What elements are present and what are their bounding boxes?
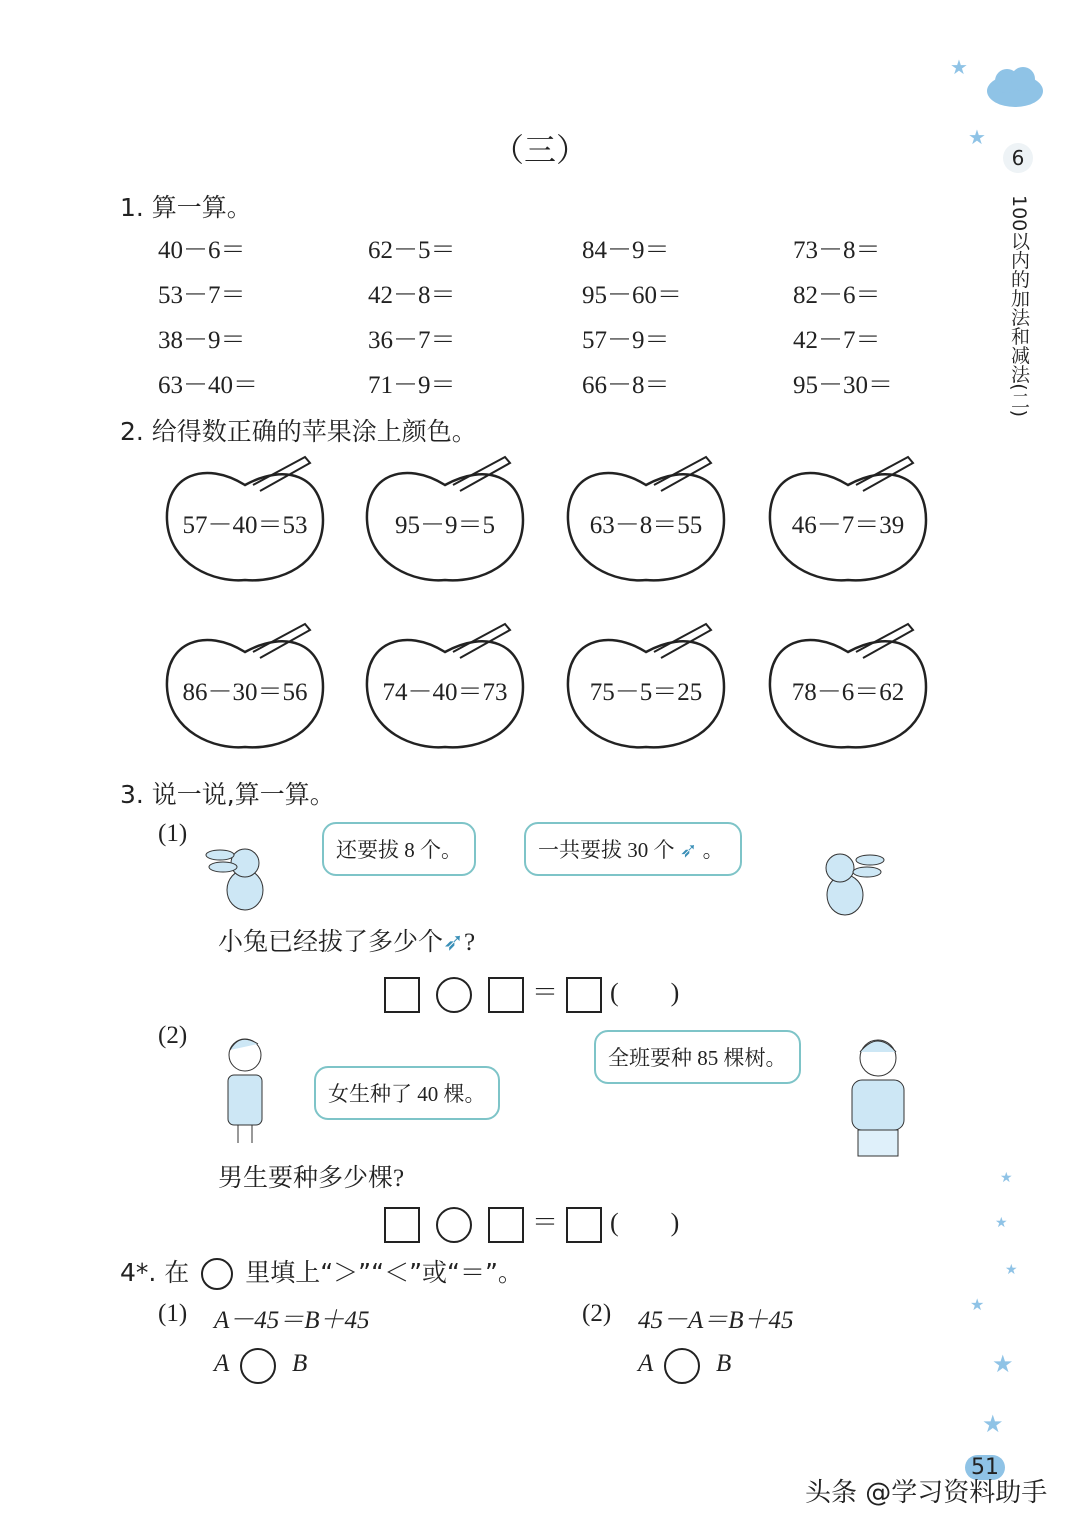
question-text: 男生要种多少棵? bbox=[218, 1165, 405, 1192]
star-icon: ★ bbox=[970, 1297, 985, 1314]
calc-problem: 53－7＝ bbox=[158, 282, 246, 309]
bubble-text: 女生种了 40 棵。 bbox=[328, 1082, 486, 1106]
compare-circle[interactable] bbox=[664, 1348, 700, 1384]
bubble-text: 一共要拔 30 个 bbox=[538, 838, 675, 862]
answer-equation-2 bbox=[376, 1202, 679, 1243]
apple-equation: 57－40＝53 bbox=[182, 512, 308, 539]
answer-box[interactable] bbox=[566, 1207, 602, 1243]
question-mark: ? bbox=[463, 929, 476, 956]
speech-bubble bbox=[314, 1066, 500, 1120]
section3-heading: 3. 说一说,算一算。 bbox=[120, 780, 335, 809]
watermark: 头条 @学习资料助手 bbox=[805, 1478, 1048, 1508]
speech-bubble bbox=[524, 822, 742, 876]
calc-problem: 38－9＝ bbox=[158, 327, 246, 354]
operator-circle[interactable] bbox=[436, 1207, 472, 1243]
calc-problem: 63－40＝ bbox=[158, 372, 259, 399]
heading-part: 4*. 在 bbox=[120, 1258, 190, 1287]
calc-problem: 95－60＝ bbox=[582, 282, 683, 309]
star-icon: ★ bbox=[995, 1216, 1008, 1231]
girl-icon bbox=[210, 1030, 280, 1145]
answer-box[interactable] bbox=[566, 977, 602, 1013]
calc-problem: 36－7＝ bbox=[368, 327, 456, 354]
heading-part: 里填上“＞”“＜”或“＝”。 bbox=[245, 1258, 523, 1287]
compare-right: B bbox=[292, 1350, 308, 1377]
section1-heading: 1. 算一算。 bbox=[120, 193, 252, 222]
page-number: 51 bbox=[965, 1455, 1005, 1480]
calc-problem: 62－5＝ bbox=[368, 237, 456, 264]
chapter-number: 6 bbox=[1003, 143, 1033, 173]
apple-equation: 86－30＝56 bbox=[182, 679, 308, 706]
calc-problem: 84－9＝ bbox=[582, 237, 670, 264]
question-label: 小兔已经拔了多少个 bbox=[218, 929, 444, 956]
calc-problem: 40－6＝ bbox=[158, 237, 246, 264]
part1-label: (1) bbox=[158, 820, 188, 847]
calc-problem: 82－6＝ bbox=[793, 282, 881, 309]
equals-sign: ＝ bbox=[532, 1208, 559, 1237]
item-equation: A－45＝B＋45 bbox=[214, 1307, 370, 1334]
apple-equation: 95－9＝5 bbox=[394, 512, 495, 539]
star-icon: ★ bbox=[968, 127, 986, 149]
carrot-icon: ➶ bbox=[679, 838, 698, 862]
apple[interactable] bbox=[566, 622, 736, 752]
compare-left: A bbox=[638, 1350, 654, 1377]
apple-equation: 63－8＝55 bbox=[589, 512, 703, 539]
star-icon: ★ bbox=[982, 1412, 1004, 1438]
chapter-title: 100以内的加法和减法(二) bbox=[1008, 195, 1030, 418]
bubble-text: 还要拔 8 个。 bbox=[336, 838, 462, 862]
part2-label: (2) bbox=[158, 1022, 188, 1049]
item-label: (2) bbox=[582, 1300, 612, 1327]
calc-problem: 71－9＝ bbox=[368, 372, 456, 399]
page-title: （三） bbox=[491, 131, 588, 169]
question-text bbox=[218, 922, 475, 958]
bubble-text: 全班要种 85 棵树。 bbox=[608, 1046, 787, 1070]
item-label: (1) bbox=[158, 1300, 188, 1327]
rabbit-icon bbox=[805, 840, 885, 920]
compare-right: B bbox=[716, 1350, 732, 1377]
item-equation: 45－A＝B＋45 bbox=[638, 1307, 794, 1334]
answer-box[interactable] bbox=[488, 1207, 524, 1243]
star-icon: ★ bbox=[1005, 1263, 1018, 1278]
section2-heading: 2. 给得数正确的苹果涂上颜色。 bbox=[120, 417, 477, 446]
star-icon: ★ bbox=[1000, 1171, 1013, 1186]
apple-equation: 78－6＝62 bbox=[791, 679, 905, 706]
apple[interactable] bbox=[365, 622, 535, 752]
apple[interactable] bbox=[365, 455, 535, 585]
compare-circle[interactable] bbox=[240, 1348, 276, 1384]
calc-problem: 42－7＝ bbox=[793, 327, 881, 354]
apple[interactable] bbox=[165, 622, 335, 752]
speech-bubble bbox=[322, 822, 476, 876]
calc-problem: 73－8＝ bbox=[793, 237, 881, 264]
circle-icon bbox=[201, 1258, 233, 1290]
star-icon: ★ bbox=[992, 1352, 1014, 1378]
answer-equation-1 bbox=[376, 972, 679, 1013]
compare-left: A bbox=[214, 1350, 230, 1377]
apple-equation: 74－40＝73 bbox=[382, 679, 508, 706]
calc-problem: 42－8＝ bbox=[368, 282, 456, 309]
apple[interactable] bbox=[768, 622, 938, 752]
equals-sign: ＝ bbox=[532, 978, 559, 1007]
operator-circle[interactable] bbox=[436, 977, 472, 1013]
answer-box[interactable] bbox=[384, 1207, 420, 1243]
unit-blank[interactable]: ( ) bbox=[610, 1208, 680, 1237]
rabbit-icon bbox=[205, 835, 285, 915]
calc-problem: 57－9＝ bbox=[582, 327, 670, 354]
answer-box[interactable] bbox=[384, 977, 420, 1013]
apple[interactable] bbox=[566, 455, 736, 585]
apple[interactable] bbox=[768, 455, 938, 585]
section4-heading bbox=[120, 1253, 523, 1290]
star-icon: ★ bbox=[950, 57, 968, 79]
answer-box[interactable] bbox=[488, 977, 524, 1013]
speech-bubble bbox=[594, 1030, 801, 1084]
teacher-icon bbox=[838, 1030, 918, 1158]
cloud-icon bbox=[985, 65, 1045, 110]
carrot-icon: ➶ bbox=[443, 929, 464, 956]
apple-equation: 46－7＝39 bbox=[791, 512, 905, 539]
unit-blank[interactable]: ( ) bbox=[610, 978, 680, 1007]
calc-problem: 95－30＝ bbox=[793, 372, 894, 399]
calc-problem: 66－8＝ bbox=[582, 372, 670, 399]
bubble-text-end: 。 bbox=[702, 838, 724, 862]
apple-equation: 75－5＝25 bbox=[589, 679, 703, 706]
apple[interactable] bbox=[165, 455, 335, 585]
